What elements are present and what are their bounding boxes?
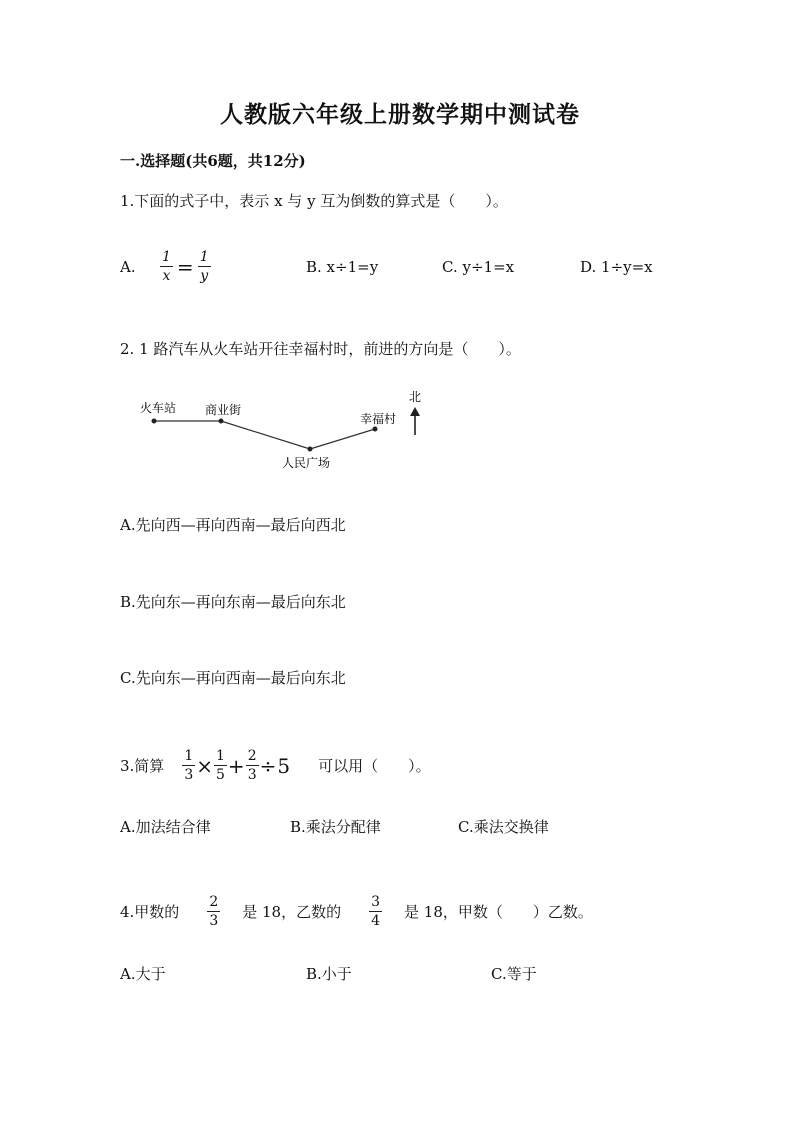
north-arrow-icon: [410, 407, 420, 416]
fraction: [246, 749, 259, 782]
fraction: [182, 749, 195, 782]
q1-option-d: D. 1÷y=x: [580, 258, 653, 276]
section-heading: 一.选择题(共6题，共12分): [120, 152, 306, 170]
denominator: 3: [184, 767, 194, 783]
question-2-text: 2. 1 路汽车从火车站开往幸福村时，前进的方向是（ ）。: [120, 340, 521, 358]
q1-option-a-label: A.: [120, 258, 136, 276]
denominator: x: [162, 268, 171, 284]
station-train: 火车站: [140, 401, 177, 415]
number-five: 5: [277, 753, 291, 778]
route-map: [130, 385, 440, 475]
plus-sign: +: [227, 753, 245, 778]
equals-sign: =: [176, 254, 194, 279]
denominator: 3: [247, 767, 257, 783]
station-dot: [308, 447, 313, 452]
page-title: 人教版六年级上册数学期中测试卷: [220, 101, 580, 128]
station-dot: [219, 419, 224, 424]
q3-option-b: B.乘法分配律: [290, 818, 381, 836]
q4-option-c: C.等于: [491, 965, 537, 983]
north-label: 北: [409, 390, 422, 404]
denominator: 5: [216, 767, 225, 783]
q2-option-b: B.先向东—再向东南—最后向东北: [120, 593, 346, 611]
question-3-prefix: 3.简算: [120, 757, 165, 775]
question-4-middle: 是 18，乙数的: [242, 903, 342, 921]
numerator: 3: [371, 894, 381, 910]
times-sign: ×: [196, 753, 213, 778]
station-commercial-street: 商业街: [205, 403, 242, 417]
q3-option-c: C.乘法交换律: [458, 818, 549, 836]
q2-option-a: A.先向西—再向西南—最后向西北: [120, 516, 346, 534]
station-xingfu-village: 幸福村: [360, 412, 397, 426]
question-4: [120, 895, 593, 928]
denominator: y: [200, 268, 209, 284]
q2-option-c: C.先向东—再向西南—最后向东北: [120, 669, 346, 687]
q3-expression: [182, 749, 290, 782]
fraction: [369, 895, 382, 928]
numerator: 1: [216, 748, 225, 764]
question-4-suffix: 是 18，甲数（ ）乙数。: [404, 903, 593, 921]
route-segment: [310, 429, 375, 449]
numerator: 1: [184, 748, 194, 764]
route-segment: [221, 421, 310, 449]
numerator: 2: [209, 894, 219, 910]
fraction: [214, 749, 227, 782]
question-3-suffix: 可以用（ ）。: [318, 757, 431, 775]
station-dot: [373, 427, 378, 432]
numerator: 2: [247, 748, 257, 764]
question-4-prefix: 4.甲数的: [120, 903, 180, 921]
divide-sign: ÷: [259, 753, 277, 778]
numerator: 1: [162, 249, 171, 265]
q3-option-a: A.加法结合律: [120, 818, 211, 836]
question-3: [120, 749, 431, 782]
q1-option-a-formula: [160, 250, 211, 283]
fraction: [207, 895, 220, 928]
station-dot: [152, 419, 157, 424]
fraction: [160, 250, 173, 283]
q1-option-c: C. y÷1=x: [442, 258, 515, 276]
station-peoples-square: 人民广场: [282, 456, 331, 470]
numerator: 1: [199, 249, 209, 265]
question-1-text: 1.下面的式子中，表示 x 与 y 互为倒数的算式是（ ）。: [120, 192, 508, 210]
denominator: 4: [371, 913, 381, 929]
q1-option-b: B. x÷1=y: [306, 258, 379, 276]
q4-option-a: A.大于: [120, 965, 166, 983]
denominator: 3: [209, 913, 219, 929]
q4-option-b: B.小于: [306, 965, 352, 983]
fraction: [198, 250, 211, 283]
